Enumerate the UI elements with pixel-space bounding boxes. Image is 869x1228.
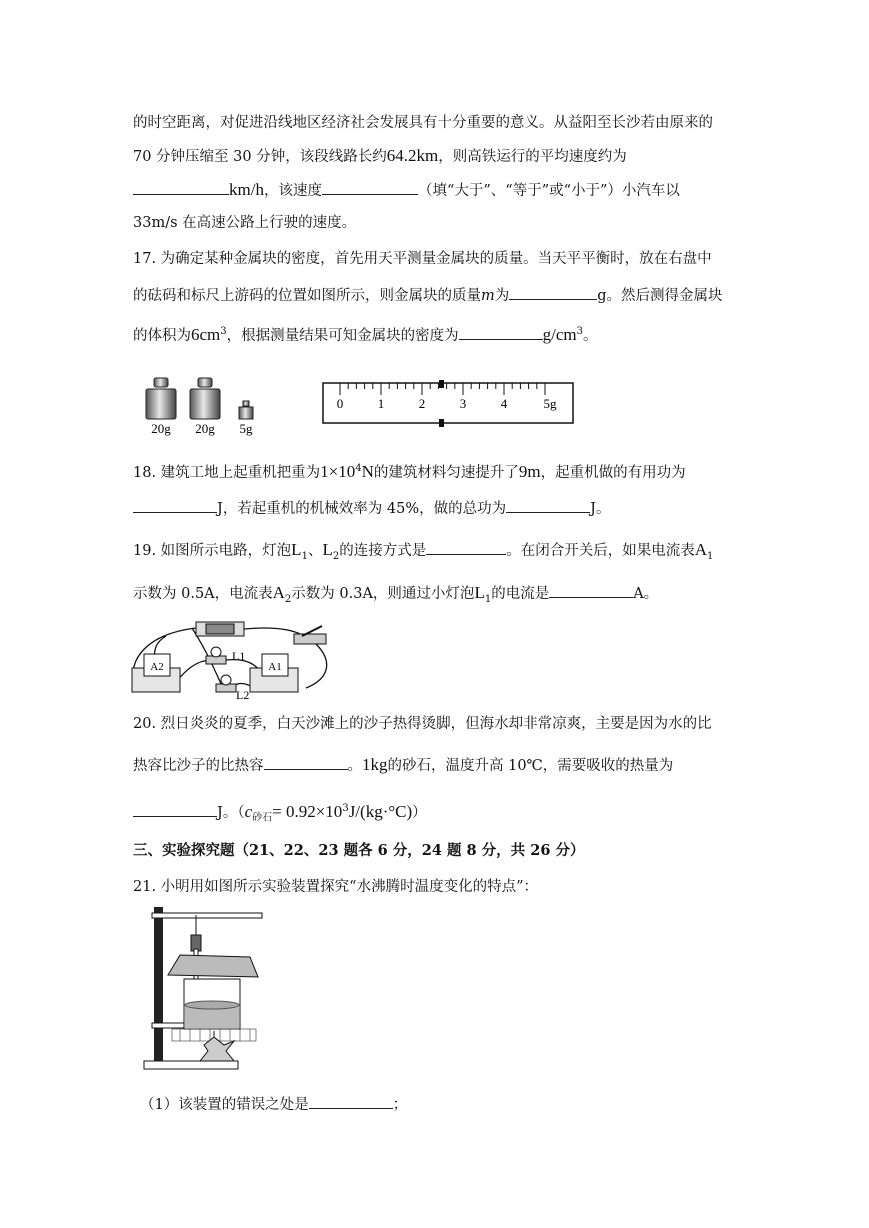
q19-line2 — [133, 583, 658, 610]
q20-text: 热容比沙子的比热容 — [133, 758, 264, 774]
q16-line3 — [133, 180, 680, 201]
q18-text: 的建筑材料匀速提升了 — [373, 464, 519, 481]
q18-exp: 4 — [355, 463, 362, 474]
answer-blank[interactable] — [309, 1094, 393, 1109]
q17-line1: 17. 为确定某种金属块的密度，首先用天平测量金属块的质量。当天平平衡时，放在右盘中 — [133, 251, 712, 267]
q19-sub: 2 — [284, 593, 292, 605]
q19-L: L — [322, 540, 333, 559]
q18-text: 18. 建筑工地上起重机把重为 — [133, 464, 321, 481]
q18-line1 — [133, 459, 686, 483]
boiling-apparatus-figure — [140, 905, 265, 1077]
ammeter-label: A2 — [150, 661, 164, 673]
answer-blank[interactable] — [549, 583, 633, 598]
q21-sub1 — [140, 1094, 407, 1115]
q21-text: （1）该装置的错误之处是 — [140, 1097, 309, 1113]
q20-c-symbol: c — [244, 801, 253, 821]
q19-text: 19. 如图所示电路，灯泡 — [133, 543, 292, 559]
q17-line3 — [133, 322, 598, 346]
q20-line2 — [133, 755, 673, 776]
q16-text: ，则高铁运行的平均速度约为 — [438, 149, 627, 165]
q19-A: A — [694, 540, 707, 559]
q20-sub: 砂石 — [252, 812, 273, 824]
q18-force: 1×10 — [320, 461, 356, 481]
answer-blank[interactable] — [133, 498, 217, 513]
scale-label: 1 — [377, 396, 385, 411]
q17-text: 的砝码和标尺上游码的位置如图所示，则金属块的质量 — [133, 288, 481, 304]
q21-line1: 21. 小明用如图所示实验装置探究“水沸腾时温度变化的特点”： — [133, 879, 538, 895]
q16-text: （填“大于”、“等于”或“小于”）小汽车以 — [417, 183, 680, 199]
q19-L: L — [291, 540, 302, 559]
section-heading: 三、实验探究题（21、22、23 题各 6 分，24 题 8 分，共 26 分） — [133, 842, 585, 859]
scale-label: 0 — [336, 396, 344, 411]
q16-line2 — [133, 146, 627, 167]
q18-text: J。 — [590, 501, 611, 517]
q19-L: L — [474, 583, 485, 602]
alcohol-lamp-icon — [200, 1031, 234, 1061]
scale-label: 2 — [418, 396, 426, 411]
q17-text: g。然后测得金属块 — [597, 288, 723, 304]
q16-distance: 64.2km — [386, 146, 439, 165]
rider-scale-figure — [322, 378, 574, 430]
q17-line2 — [133, 285, 723, 306]
q17-volume: 6cm — [191, 324, 221, 344]
q18-line2 — [133, 498, 610, 519]
q17-text: ，根据测量结果可知金属块的密度为 — [226, 327, 459, 344]
answer-blank[interactable] — [509, 285, 597, 300]
bulb-l2-icon — [216, 675, 249, 700]
q19-line1 — [133, 540, 713, 567]
q19-text: 的电流是 — [491, 586, 550, 602]
weight-20g-a — [146, 378, 176, 419]
q17-text: 。 — [583, 327, 598, 344]
q18-text: ，起重机做的有用功为 — [540, 464, 686, 481]
q19-A: A — [272, 583, 285, 602]
answer-blank[interactable] — [459, 325, 543, 340]
q16-unit: km/h — [229, 180, 264, 199]
q17-unit: g/cm — [542, 324, 577, 344]
q19-sub: 1 — [301, 550, 308, 562]
q17-sup: 3 — [576, 326, 584, 337]
q20-line3 — [133, 799, 427, 829]
q16-text: ，该速度 — [263, 183, 322, 199]
q19-sub: 2 — [332, 550, 340, 562]
answer-blank[interactable] — [264, 755, 348, 770]
answer-blank[interactable] — [426, 540, 506, 555]
q19-text: 。在闭合开关后，如果电流表 — [506, 543, 695, 559]
weight-label: 20g — [151, 421, 171, 436]
q20-line1: 20. 烈日炎炎的夏季，白天沙滩上的沙子热得烫脚，但海水却非常凉爽，主要是因为水的比 — [133, 716, 712, 732]
q19-sub: 1 — [706, 550, 714, 562]
q20-exp: 3 — [342, 803, 349, 814]
q20-text: 的砂石，温度升高 10℃，需要吸收的热量为 — [387, 758, 674, 774]
bulb-l1-icon — [206, 647, 245, 664]
scale-label: 4 — [500, 396, 508, 411]
q19-text: 、 — [307, 543, 323, 559]
beaker-icon — [184, 979, 240, 1029]
q17-text: 为 — [494, 288, 510, 304]
bulb-label: L2 — [236, 688, 250, 700]
circuit-figure — [126, 620, 338, 700]
q16-line4: 33m/s 在高速公路上行驶的速度。 — [133, 215, 357, 231]
q18-force-unit: N — [361, 461, 374, 481]
q20-unit: J/(kg·°C) — [348, 801, 413, 821]
answer-blank[interactable] — [133, 802, 217, 817]
switch-icon — [294, 626, 326, 644]
bulb-label: L1 — [232, 649, 246, 663]
rider-top — [439, 380, 444, 388]
weight-label: 20g — [195, 421, 215, 436]
q19-text: A。 — [633, 586, 659, 602]
q16-line1: 的时空距离，对促进沿线地区经济社会发展具有十分重要的意义。从益阳至长沙若由原来的 — [133, 115, 713, 131]
q20-text: J。（ — [217, 804, 245, 821]
q20-text: ） — [412, 804, 427, 821]
scale-label: 5g — [543, 396, 557, 411]
ammeter-a1-icon — [250, 654, 298, 692]
scale-label: 3 — [459, 396, 467, 411]
answer-blank[interactable] — [506, 498, 590, 513]
q20-mass: 1kg — [362, 755, 388, 774]
q17-text: 的体积为 — [133, 327, 191, 344]
answer-blank[interactable] — [322, 180, 418, 195]
weight-20g-b — [190, 378, 220, 419]
weight-5g — [239, 401, 253, 419]
weights-figure — [140, 372, 270, 438]
ammeter-label: A1 — [268, 661, 282, 673]
q18-text: J，若起重机的机械效率为 45%，做的总功为 — [217, 501, 507, 517]
answer-blank[interactable] — [133, 180, 229, 195]
q19-text: 示数为 0.5A，电流表 — [133, 586, 273, 602]
q19-text: 的连接方式是 — [339, 543, 427, 559]
q21-text: ； — [392, 1097, 408, 1113]
weight-label: 5g — [239, 421, 253, 436]
beaker-cover — [168, 955, 258, 977]
q19-sub: 1 — [484, 593, 492, 605]
ammeter-a2-icon — [132, 654, 180, 692]
q18-height: 9m — [518, 461, 541, 481]
q20-text: 。 — [347, 758, 362, 774]
battery-icon — [196, 622, 244, 636]
q17-mass-symbol: m — [481, 288, 495, 304]
rider-bottom — [439, 419, 444, 427]
q17-sup: 3 — [220, 326, 227, 337]
q16-text: 70 分钟压缩至 30 分钟，该段线路长约 — [133, 149, 387, 165]
q19-text: 示数为 0.3A，则通过小灯泡 — [291, 586, 475, 602]
q20-formula: = 0.92×10 — [272, 801, 343, 821]
